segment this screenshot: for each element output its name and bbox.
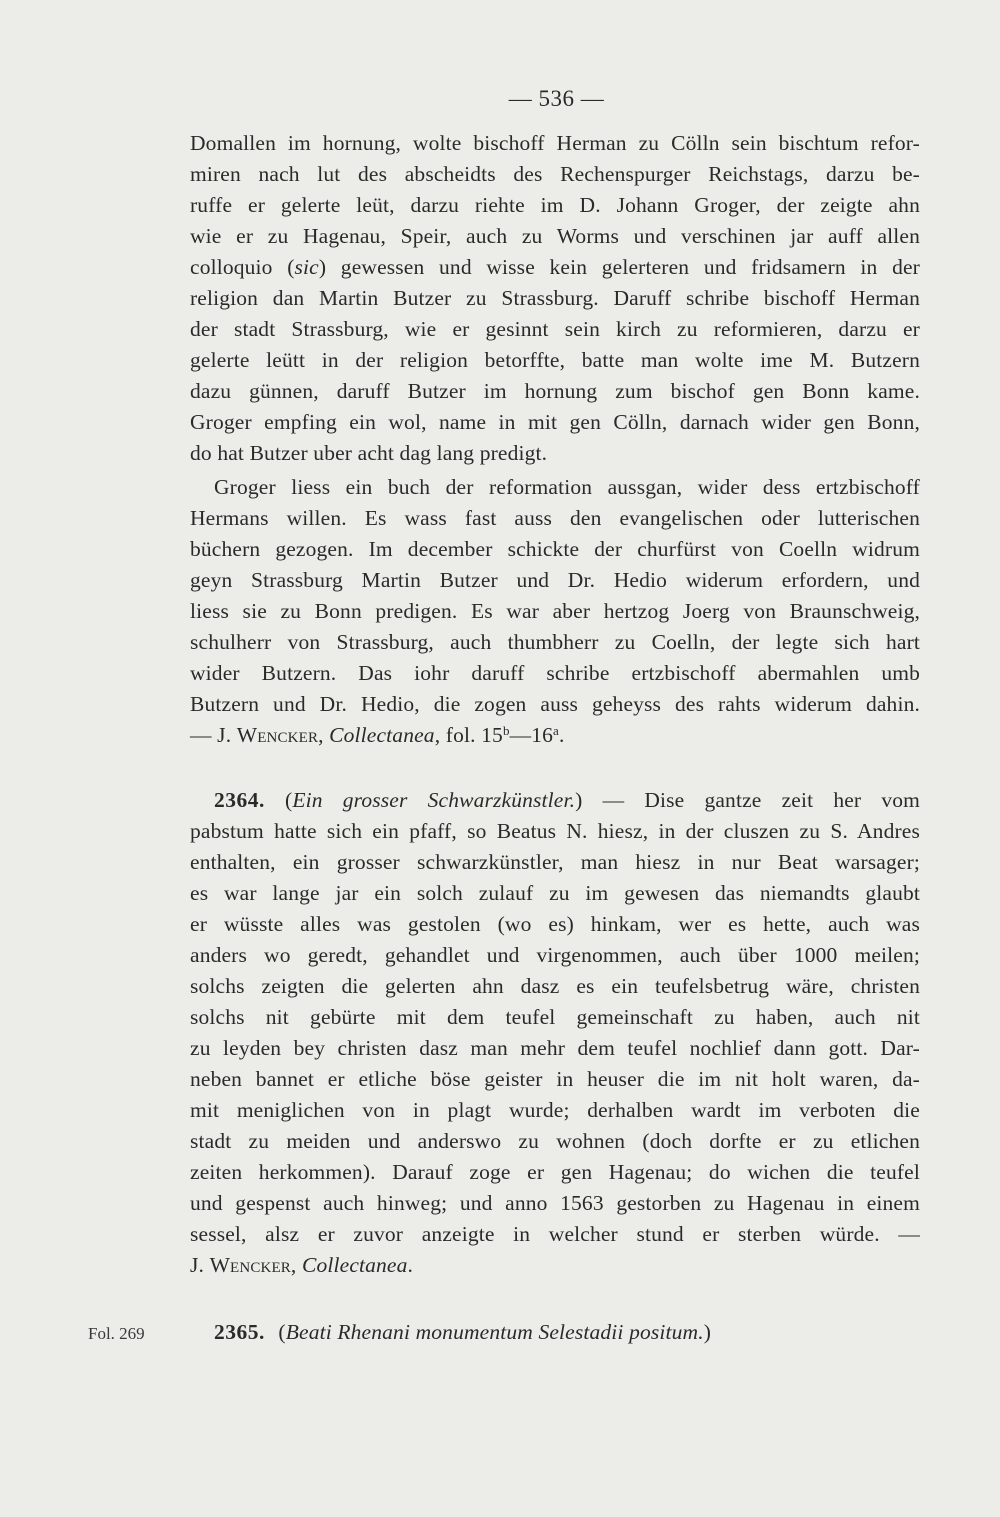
text-line: zu leyden bey christen dasz man mehr dem teufel nochlief dann gott. Dar- bbox=[190, 1036, 920, 1060]
entry-number: 2365. bbox=[214, 1320, 265, 1344]
text-line-part: colloquio ( bbox=[190, 255, 295, 279]
citation-end: . bbox=[407, 1253, 414, 1277]
citation-dash: —16 bbox=[509, 723, 554, 747]
text-line: enthalten, ein grosser schwarzkünstler, man hiesz in nur Beat warsager; bbox=[190, 850, 920, 874]
page-number: — 536 — bbox=[508, 86, 605, 111]
text-line: neben bannet er etliche böse geister in heuser die im nit holt waren, da- bbox=[190, 1067, 920, 1091]
text-line: büchern gezogen. Im december schickte der churfürst von Coelln widrum bbox=[190, 537, 920, 561]
entry-title-wrap bbox=[278, 1320, 711, 1344]
citation bbox=[190, 720, 565, 750]
text-line: religion dan Martin Butzer zu Strassburg. Daruff schribe bischoff Herman bbox=[190, 286, 920, 310]
entry-heading-line bbox=[214, 1317, 711, 1347]
citation bbox=[190, 1250, 413, 1280]
citation-superscript: b bbox=[502, 723, 510, 738]
citation-work: Collectanea bbox=[301, 1253, 408, 1277]
text-line: wider Butzern. Das iohr daruff schribe ertzbischoff abermahlen umb bbox=[190, 661, 920, 685]
citation-end: . bbox=[558, 723, 565, 747]
margin-note-folio: Fol. 269 bbox=[88, 1324, 145, 1343]
text-line-part: ) gewessen und wisse kein gelerteren und fridsamern in der bbox=[318, 255, 920, 279]
text-line: pabstum hatte sich ein pfaff, so Beatus N. hiesz, in der cluszen zu S. Andres bbox=[190, 819, 920, 843]
text-line: miren nach lut des abscheidts des Rechenspurger Reichstags, darzu be- bbox=[190, 162, 920, 186]
citation-author: Wencker bbox=[236, 723, 319, 747]
text-line: mit meniglichen von in plagt wurde; derhalben wardt im verboten die bbox=[190, 1098, 920, 1122]
text-line: gelerte leütt in der religion betorffte, batte man wolte ime M. Butzern bbox=[190, 348, 920, 372]
text-line: und gespenst auch hinweg; und anno 1563 gestorben zu Hagenau in einem bbox=[190, 1191, 920, 1215]
text-line: Groger empfing ein wol, name in mit gen Cölln, darnach wider gen Bonn, bbox=[190, 410, 920, 434]
text-line: ruffe er gelerte leüt, darzu riehte im D. Johann Groger, der zeigte ahn bbox=[190, 193, 920, 217]
paren-close: ) bbox=[575, 788, 583, 812]
citation-work: Collectanea bbox=[329, 723, 435, 747]
citation-separator: , bbox=[290, 1253, 302, 1277]
text-line: Domallen im hornung, wolte bischoff Herman zu Cölln sein bischtum refor- bbox=[190, 131, 920, 155]
text-line: wie er zu Hagenau, Speir, auch zu Worms und verschinen jar auff allen bbox=[190, 224, 920, 248]
text-line: Hermans willen. Es wass fast auss den evangelischen oder lutterischen bbox=[190, 506, 920, 530]
text-line: sessel, alsz er zuvor anzeigte in welcher stund er sterben würde. — bbox=[190, 1222, 920, 1246]
citation-superscript: a bbox=[553, 723, 559, 738]
entry-title: Ein grosser Schwarzkünstler. bbox=[292, 788, 576, 812]
entry-first-line-text: — Dise gantze zeit her vom bbox=[602, 788, 921, 812]
citation-separator: , bbox=[318, 723, 330, 747]
text-line: geyn Strassburg Martin Butzer und Dr. Hedio widerum erfordern, und bbox=[190, 568, 920, 592]
text-line: zeiten herkommen). Darauf zoge er gen Hagenau; do wichen die teufel bbox=[190, 1160, 920, 1184]
text-line: solchs zeigten die gelerten ahn dasz es ein teufelsbetrug wäre, christen bbox=[190, 974, 920, 998]
paren-close: ) bbox=[703, 1320, 712, 1344]
text-line: es war lange jar ein solch zulauf zu im gewesen das niemandts glaubt bbox=[190, 881, 920, 905]
citation-prefix: — J. bbox=[190, 723, 237, 747]
text-line: do hat Butzer uber acht dag lang predigt. bbox=[190, 441, 548, 465]
entry-number: 2364. bbox=[214, 788, 265, 812]
entry-title-wrap bbox=[285, 788, 582, 812]
text-line: schulherr von Strassburg, auch thumbherr zu Coelln, der legte sich hart bbox=[190, 630, 920, 654]
text-line: der stadt Strassburg, wie er gesinnt sein kirch zu reformieren, darzu er bbox=[190, 317, 920, 341]
text-line: Groger liess ein buch der reformation aussgan, wider dess ertzbischoff bbox=[214, 475, 920, 499]
citation-author: Wencker bbox=[209, 1253, 291, 1277]
citation-prefix: J. bbox=[190, 1253, 210, 1277]
text-line: er wüsste alles was gestolen (wo es) hinkam, wer es hette, auch was bbox=[190, 912, 920, 936]
text-line: dazu günnen, daruff Butzer im hornung zum bischof gen Bonn kame. bbox=[190, 379, 920, 403]
text-line bbox=[190, 252, 920, 282]
text-line: Butzern und Dr. Hedio, die zogen auss geheyss des rahts widerum dahin. bbox=[190, 692, 920, 716]
paren-open: ( bbox=[285, 788, 293, 812]
sic-note: sic bbox=[294, 255, 319, 279]
citation-folio: , fol. 15 bbox=[434, 723, 503, 747]
text-line: solchs nit gebürte mit dem teufel gemeinschaft zu haben, auch nit bbox=[190, 1005, 920, 1029]
paren-open: ( bbox=[278, 1320, 286, 1344]
text-line: stadt zu meiden und anderswo zu wohnen (doch dorfte er zu etlichen bbox=[190, 1129, 920, 1153]
text-line: anders wo geredt, gehandlet und virgenommen, auch über 1000 meilen; bbox=[190, 943, 920, 967]
entry-heading-line bbox=[214, 785, 920, 815]
text-line: liess sie zu Bonn predigen. Es war aber hertzog Joerg von Braunschweig, bbox=[190, 599, 920, 623]
entry-title: Beati Rhenani monumentum Selestadii positum. bbox=[285, 1320, 704, 1344]
